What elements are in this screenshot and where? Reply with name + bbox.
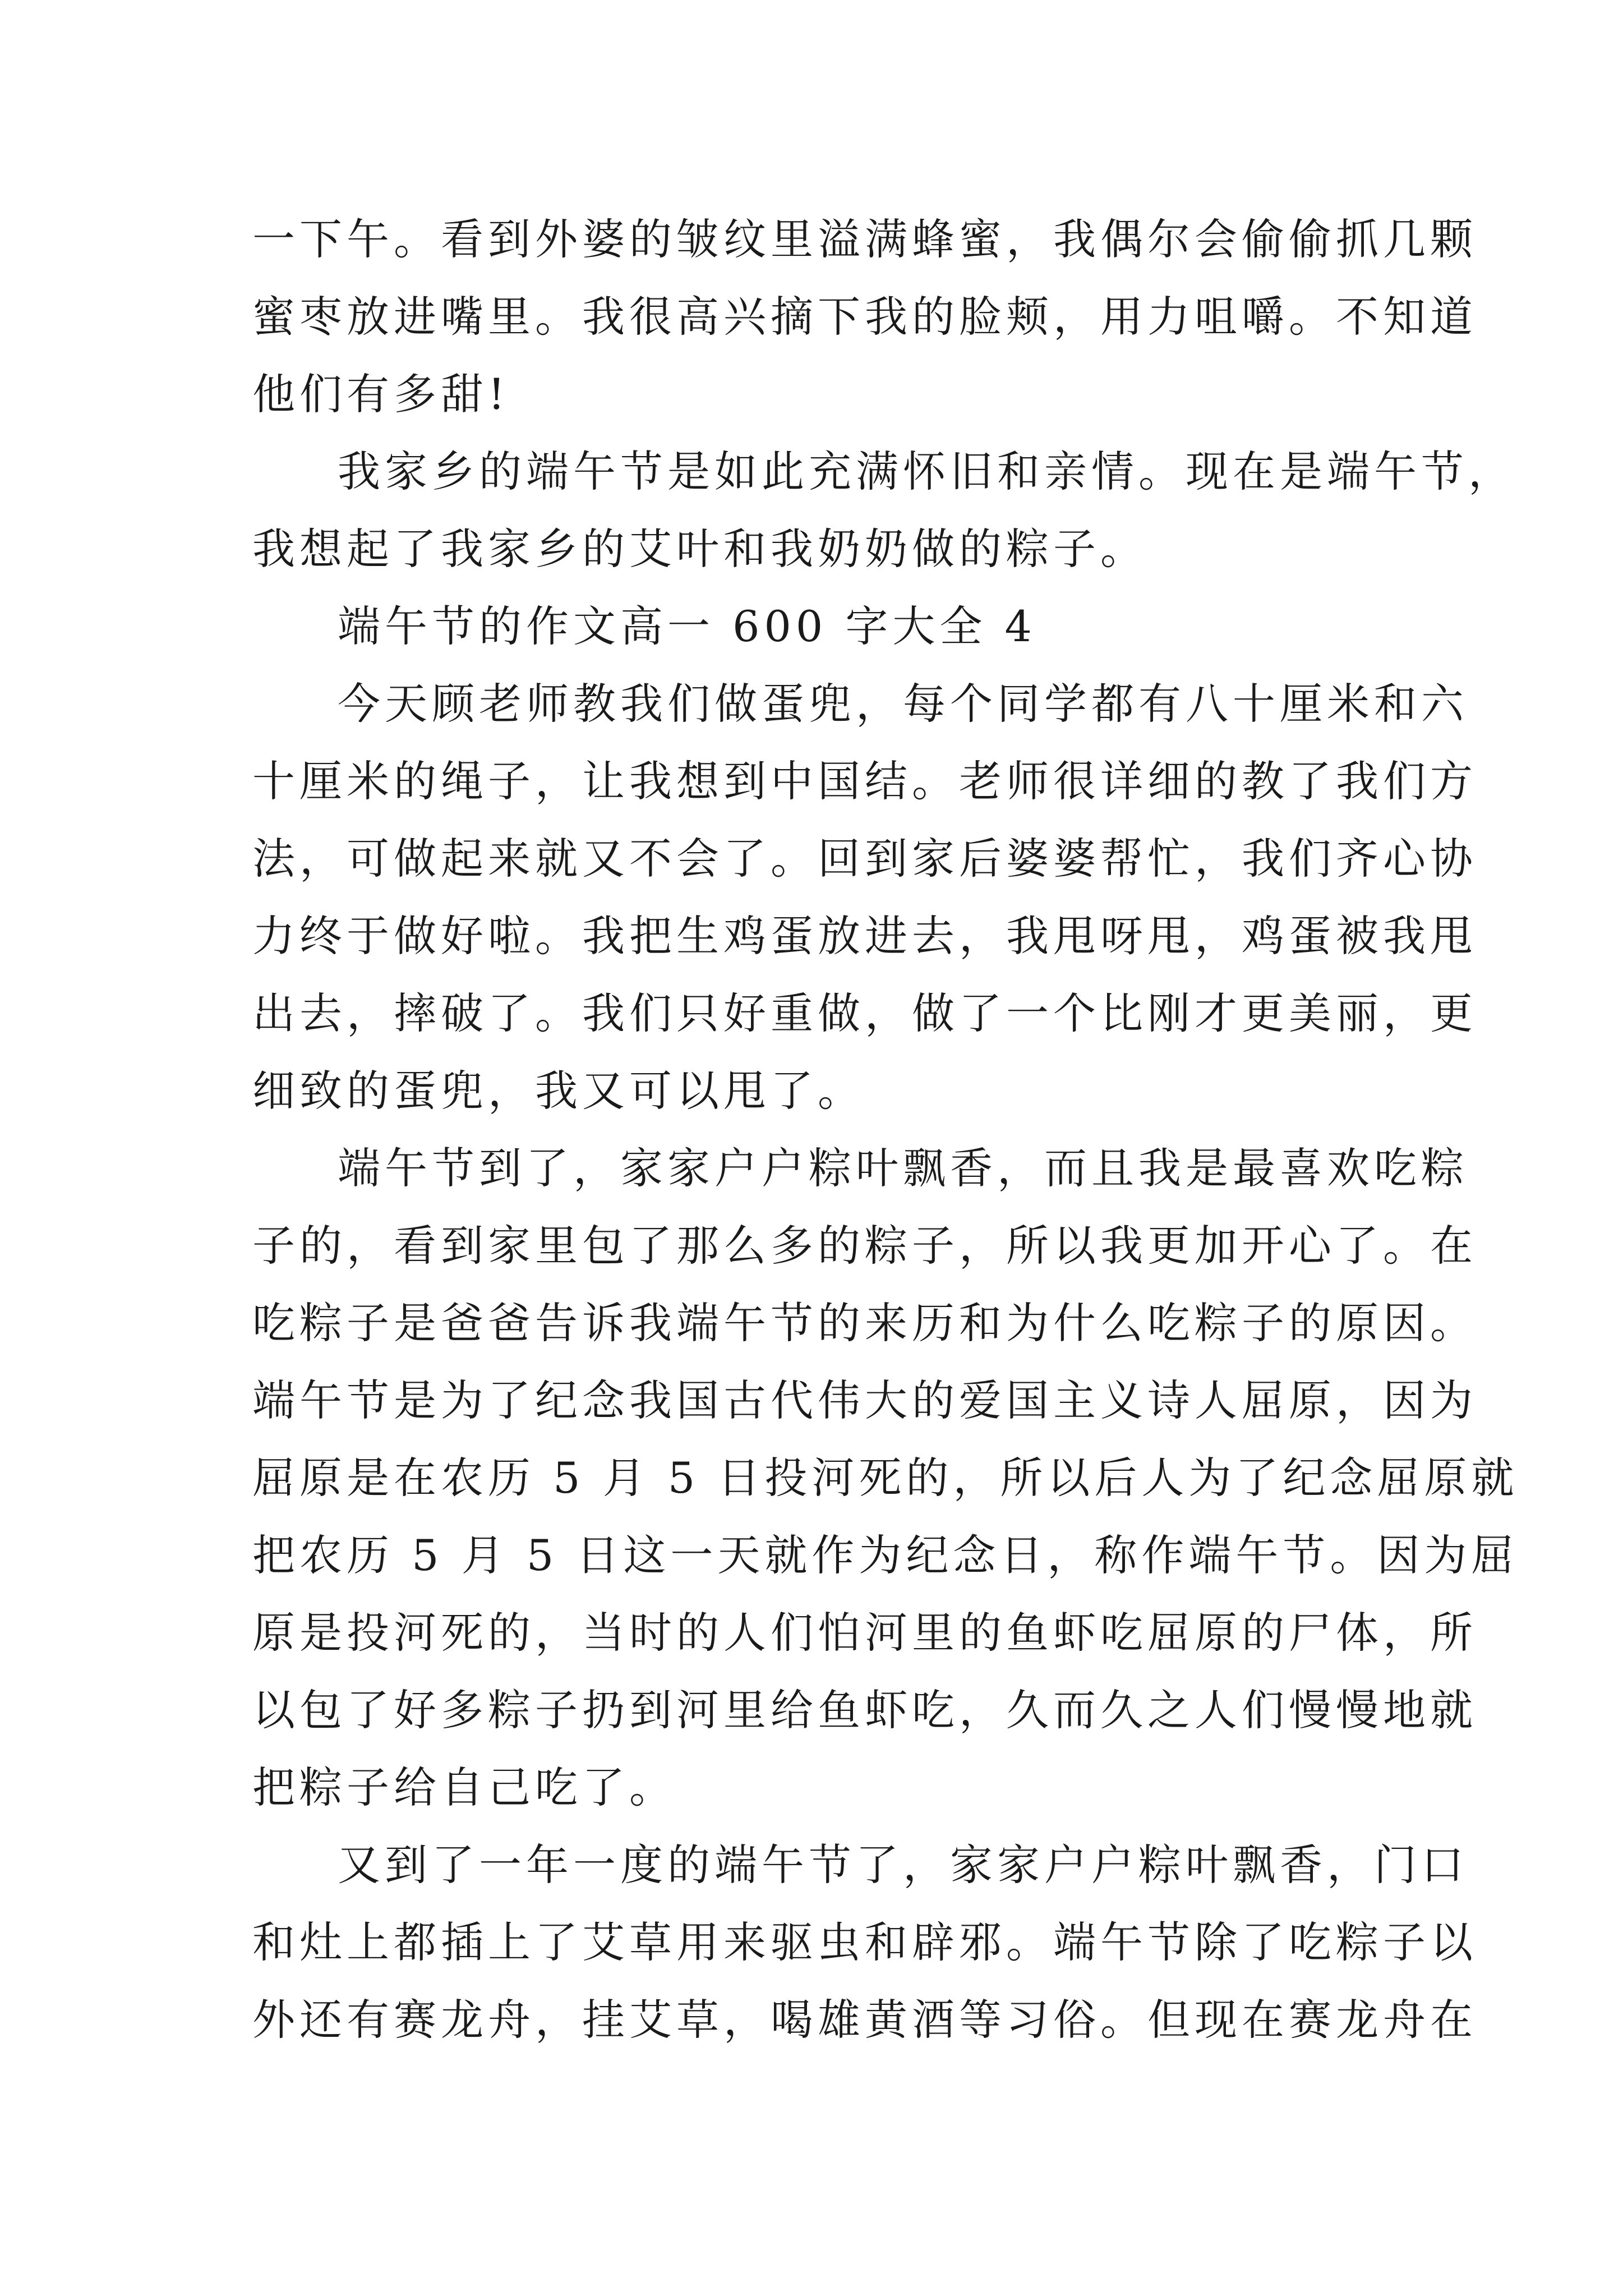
text-line: 一下午。看到外婆的皱纹里溢满蜂蜜，我偶尔会偷偷抓几颗 xyxy=(252,214,1477,264)
text-line: 端午节是为了纪念我国古代伟大的爱国主义诗人屈原，因为 xyxy=(252,1375,1477,1425)
text-line: 子的，看到家里包了那么多的粽子，所以我更加开心了。在 xyxy=(252,1221,1477,1271)
text-line: 力终于做好啦。我把生鸡蛋放进去，我甩呀甩，鸡蛋被我甩 xyxy=(252,911,1477,961)
text-line: 以包了好多粽子扔到河里给鱼虾吃，久而久之人们慢慢地就 xyxy=(252,1685,1477,1735)
text-line: 今天顾老师教我们做蛋兜，每个同学都有八十厘米和六 xyxy=(338,679,1468,729)
text-line: 出去，摔破了。我们只好重做，做了一个比刚才更美丽，更 xyxy=(252,988,1477,1038)
text-line: 吃粽子是爸爸告诉我端午节的来历和为什么吃粽子的原因。 xyxy=(252,1298,1477,1348)
text-line: 把粽子给自己吃了。 xyxy=(252,1763,676,1812)
text-line: 我家乡的端午节是如此充满怀旧和亲情。现在是端午节， xyxy=(338,447,1515,496)
text-line: 把农历 5 月 5 日这一天就作为纪念日，称作端午节。因为屈 xyxy=(252,1530,1519,1580)
document-body xyxy=(252,201,1519,2059)
text-line: 和灶上都插上了艾草用来驱虫和辟邪。端午节除了吃粽子以 xyxy=(252,1917,1477,1967)
text-line: 他们有多甜! xyxy=(252,369,510,419)
text-line: 十厘米的绳子，让我想到中国结。老师很详细的教了我们方 xyxy=(252,756,1477,806)
text-line: 原是投河死的，当时的人们怕河里的鱼虾吃屈原的尸体，所 xyxy=(252,1608,1477,1658)
text-line: 屈原是在农历 5 月 5 日投河死的，所以后人为了纪念屈原就 xyxy=(252,1453,1519,1503)
text-line: 细致的蛋兜，我又可以甩了。 xyxy=(252,1066,865,1116)
text-line: 端午节到了，家家户户粽叶飘香，而且我是最喜欢吃粽 xyxy=(338,1143,1468,1193)
text-line: 蜜枣放进嘴里。我很高兴摘下我的脸颊，用力咀嚼。不知道 xyxy=(252,292,1477,342)
section-heading: 端午节的作文高一 600 字大全 4 xyxy=(338,601,1036,651)
text-line: 又到了一年一度的端午节了，家家户户粽叶飘香，门口 xyxy=(338,1840,1468,1890)
text-line: 法，可做起来就又不会了。回到家后婆婆帮忙，我们齐心协 xyxy=(252,834,1477,884)
text-line: 外还有赛龙舟，挂艾草，喝雄黄酒等习俗。但现在赛龙舟在 xyxy=(252,1995,1477,2045)
text-line: 我想起了我家乡的艾叶和我奶奶做的粽子。 xyxy=(252,524,1147,574)
